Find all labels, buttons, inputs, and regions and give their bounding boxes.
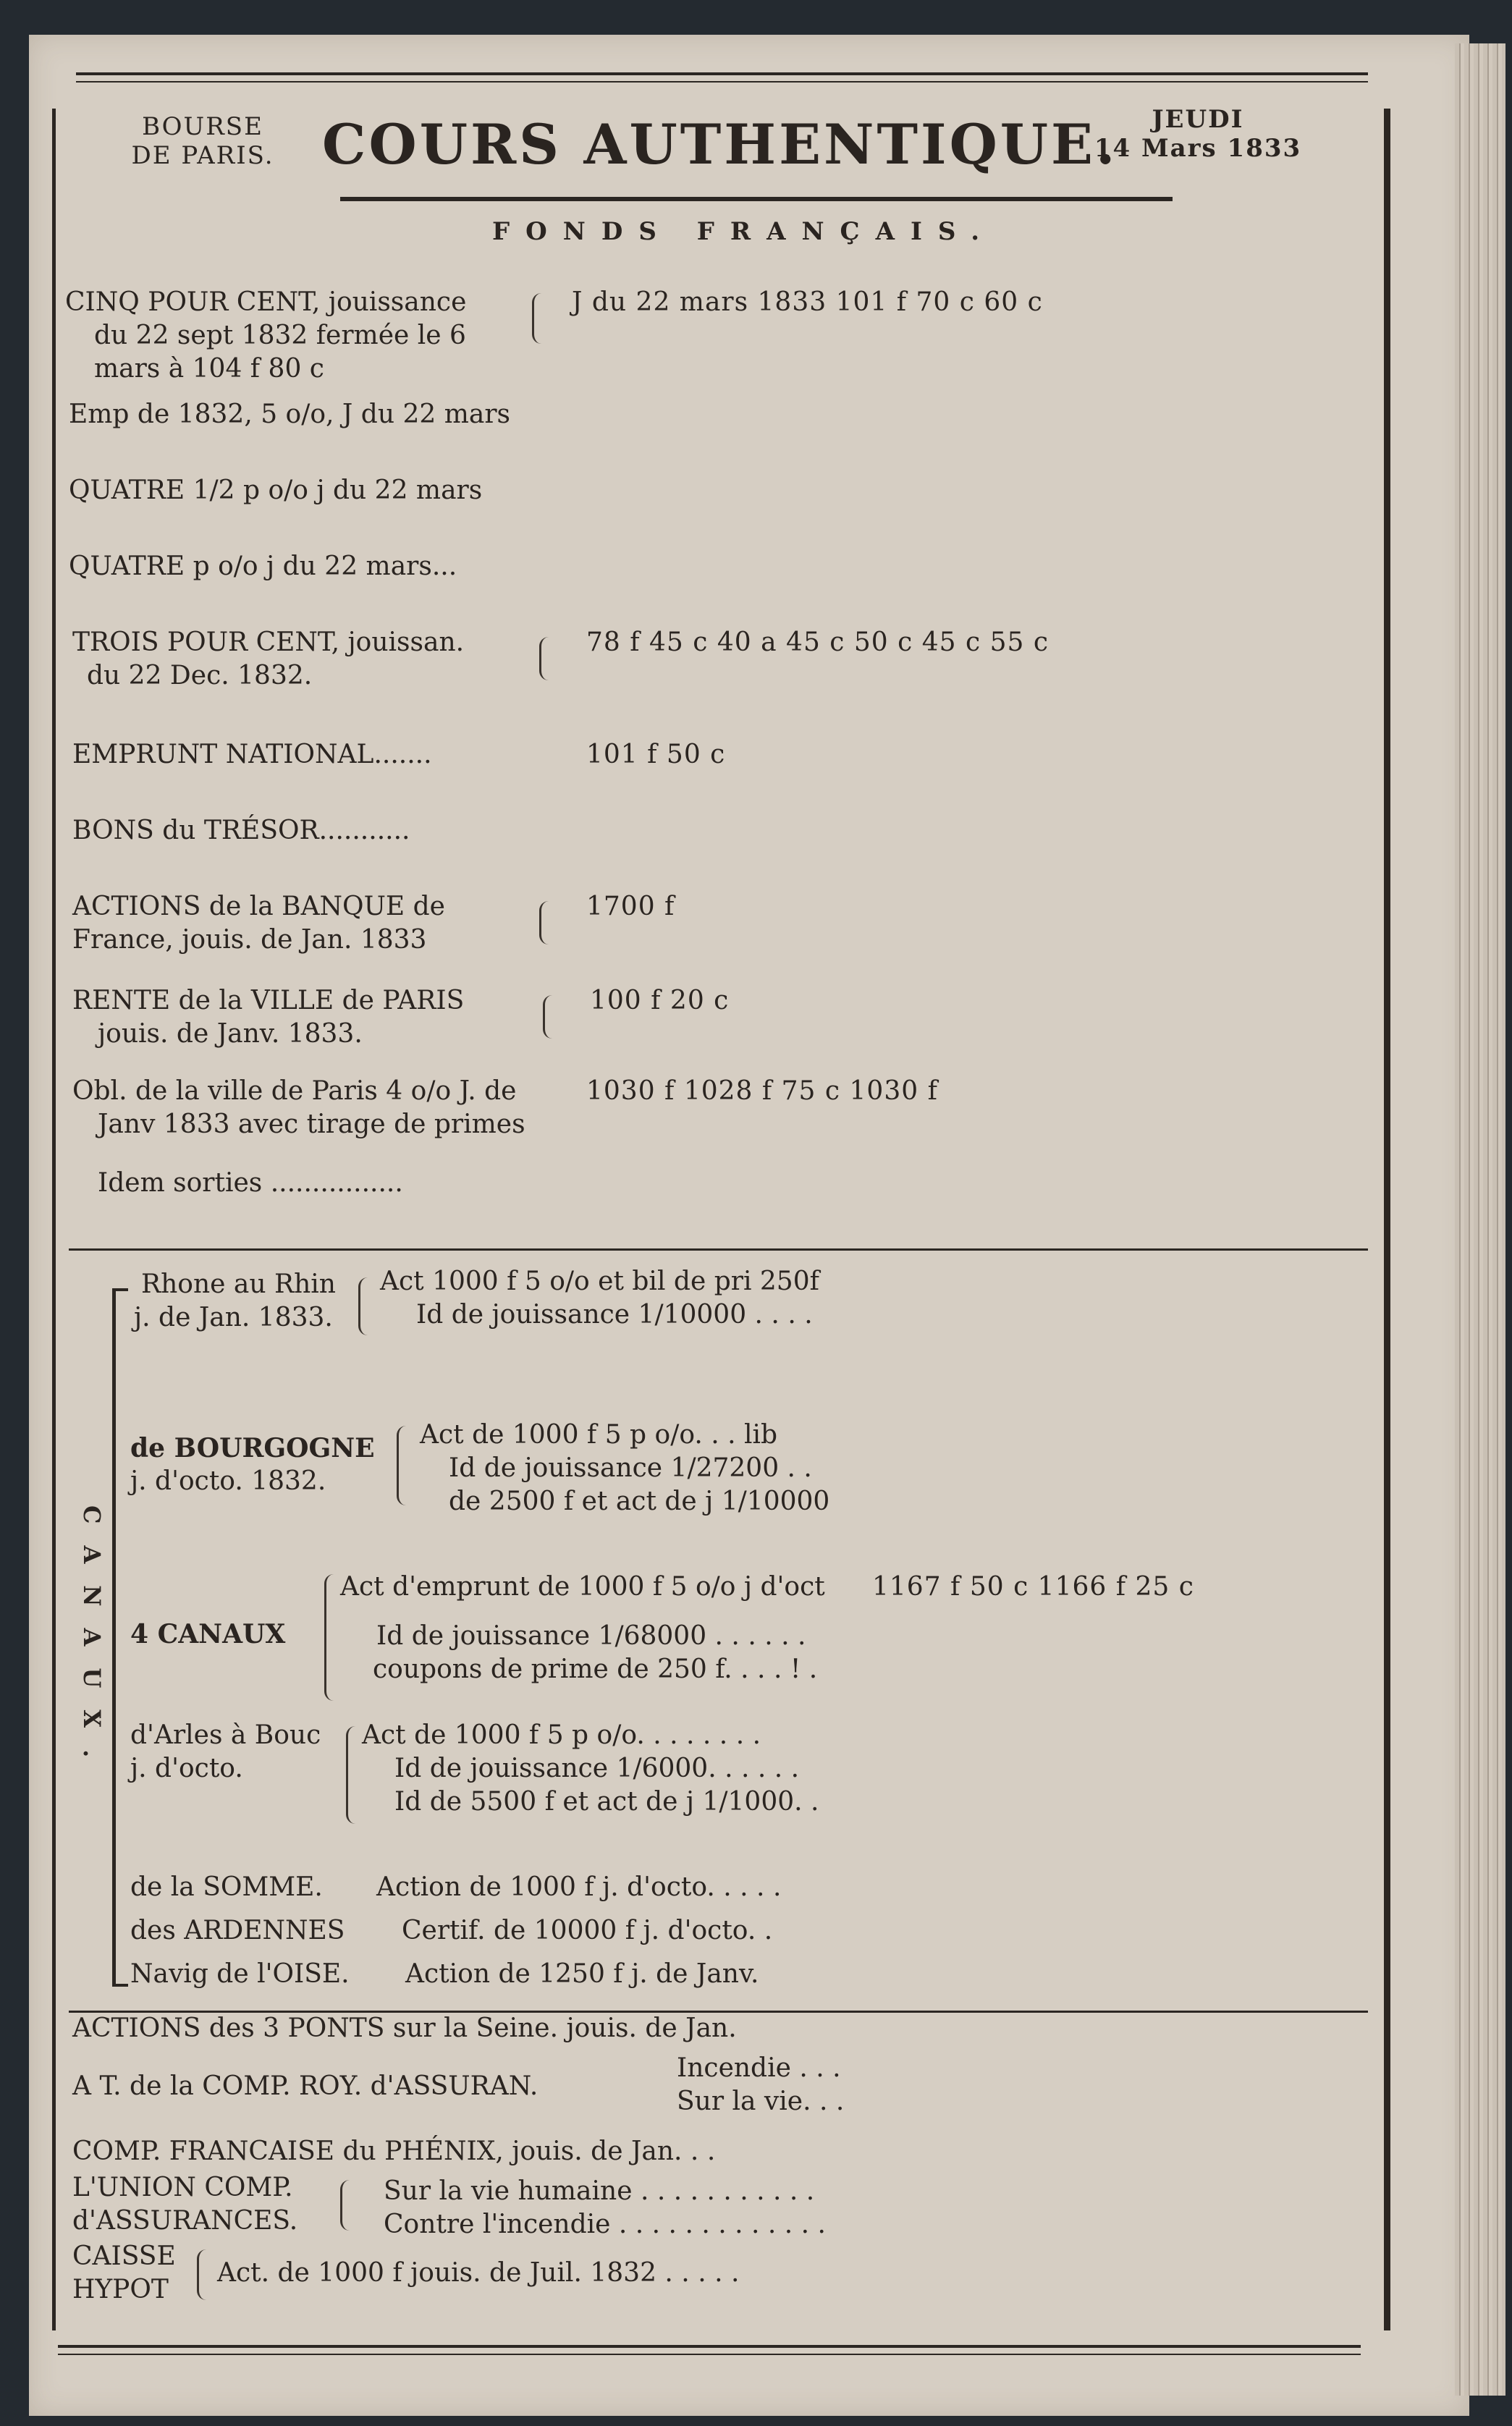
fonds-row-8: [72, 984, 464, 1051]
fonds-label: QUATRE 1/2 p o/o j du 22 mars: [69, 476, 483, 505]
canal-item: Id de 5500 f et act de j 1/1000. .: [394, 1787, 819, 1817]
fonds-value: 100 f 20 c: [590, 986, 730, 1015]
canal-item: Certif. de 10000 f j. d'octo. .: [402, 1916, 773, 1945]
bottom-line: ACTIONS des 3 PONTS sur la Seine. jouis. de Jan.: [72, 2013, 737, 2043]
fonds-label: Janv 1833 avec tirage de primes: [98, 1110, 525, 1139]
canal-item: Act de 1000 f 5 p o/o. . . lib: [420, 1420, 778, 1450]
fonds-label: CINQ POUR CENT, jouissance: [65, 287, 467, 317]
canal-item: Id de jouissance 1/10000 . . . .: [416, 1300, 813, 1330]
canaux-bracket-top: [112, 1288, 128, 1291]
bottom-line: L'UNION COMP.: [72, 2173, 293, 2202]
bottom-sub: [384, 2175, 826, 2241]
canal-name: des ARDENNES: [130, 1916, 345, 1945]
fonds-label: Obl. de la ville de Paris 4 o/o J. de: [72, 1076, 517, 1106]
fonds-label: RENTE de la VILLE de PARIS: [72, 986, 465, 1015]
fonds-label: BONS du TRÉSOR...........: [72, 816, 410, 845]
canal-name: de BOURGOGNE: [130, 1433, 375, 1463]
canal-name: j. de Jan. 1833.: [134, 1303, 333, 1332]
canal-name: j. d'octo.: [130, 1754, 243, 1783]
fonds-row-7: [72, 890, 445, 957]
fonds-label: EMPRUNT NATIONAL.......: [72, 740, 432, 769]
fonds-row-9: [72, 1075, 525, 1141]
fonds-label: QUATRE p o/o j du 22 mars...: [69, 551, 457, 581]
canal-item: de 2500 f et act de j 1/10000: [449, 1487, 830, 1516]
fonds-label: TROIS POUR CENT, jouissan.: [72, 627, 465, 657]
bottom-sub-item: Contre l'incendie . . . . . . . . . . . . .: [384, 2210, 826, 2239]
bottom-sub-item: Incendie . . .: [677, 2053, 841, 2083]
brace: [543, 995, 552, 1039]
canal-bourgogne: [130, 1432, 375, 1498]
bottom-sub-item: Sur la vie humaine . . . . . . . . . . .: [384, 2176, 815, 2206]
section-divider: [69, 1248, 1368, 1251]
bottom-line: CAISSE: [72, 2241, 176, 2271]
section-title: FONDS FRANÇAIS.: [492, 217, 996, 246]
canal-item: Id de jouissance 1/6000. . . . . .: [394, 1754, 800, 1783]
brace: [539, 901, 549, 944]
canal-name: j. d'octo. 1832.: [130, 1466, 326, 1496]
canal-item: coupons de prime de 250 f. . . . ! .: [373, 1654, 818, 1684]
bottom-sub-item: Sur la vie. . .: [677, 2087, 845, 2116]
brace: [197, 2249, 206, 2300]
brace: [397, 1426, 406, 1505]
bottom-sub-item: Act. de 1000 f jouis. de Juil. 1832 . . . . .: [217, 2258, 740, 2288]
canal-arles: [130, 1719, 321, 1785]
fonds-value: 101 f 50 c: [586, 740, 726, 769]
bottom-line: A T. de la COMP. ROY. d'ASSURAN.: [72, 2071, 539, 2101]
header-date: 14 Mars 1833: [1094, 134, 1302, 163]
bottom-union: [72, 2171, 297, 2238]
canaux-vertical-label: CANAUX.: [78, 1505, 106, 1780]
fonds-label: France, jouis. de Jan. 1833: [72, 925, 427, 955]
canaux-bracket: [112, 1288, 116, 1987]
brace: [324, 1574, 334, 1701]
bottom-line: d'ASSURANCES.: [72, 2206, 298, 2236]
page-title: COURS AUTHENTIQUE.: [322, 112, 1118, 177]
fonds-label: ACTIONS de la BANQUE de: [72, 892, 445, 921]
title-underline: [340, 197, 1173, 201]
brace: [358, 1277, 368, 1335]
canal-item: Id de jouissance 1/27200 . .: [449, 1453, 812, 1483]
brace: [532, 293, 541, 344]
canal-name: Navig de l'OISE.: [130, 1959, 350, 1989]
page-edge: [1455, 43, 1505, 2396]
canal-name: de la SOMME.: [130, 1872, 323, 1902]
header-right: [1089, 105, 1306, 163]
canal-items: [340, 1571, 825, 1686]
canal-name: 4 CANAUX: [130, 1619, 286, 1649]
canal-item: Act de 1000 f 5 p o/o. . . . . . . .: [362, 1720, 761, 1750]
bottom-sub: [677, 2052, 844, 2118]
fonds-label: mars à 104 f 80 c: [94, 354, 324, 384]
brace: [539, 637, 549, 680]
fonds-label: du 22 Dec. 1832.: [87, 661, 313, 690]
fonds-label: Emp de 1832, 5 o/o, J du 22 mars: [69, 400, 510, 429]
right-frame-rule: [1384, 109, 1390, 2330]
canal-value: 1167 f 50 c 1166 f 25 c: [872, 1572, 1194, 1602]
canal-items: [380, 1265, 819, 1332]
bottom-line: HYPOT: [72, 2275, 169, 2304]
brace: [340, 2180, 350, 2231]
fonds-row-4: [72, 626, 464, 693]
canal-item: Id de jouissance 1/68000 . . . . . .: [376, 1621, 806, 1651]
header-day: JEUDI: [1152, 105, 1244, 134]
canal-items: [420, 1419, 829, 1518]
left-frame-rule: [52, 109, 56, 2330]
canal-item: Act 1000 f 5 o/o et bil de pri 250f: [380, 1267, 819, 1296]
canal-item: Action de 1000 f j. d'octo. . . . .: [376, 1872, 782, 1902]
fonds-label: jouis. de Janv. 1833.: [98, 1019, 363, 1049]
fonds-value: 1700 f: [586, 892, 675, 921]
fonds-value: 1030 f 1028 f 75 c 1030 f: [586, 1076, 938, 1106]
canal-name: d'Arles à Bouc: [130, 1720, 321, 1750]
bottom-line: COMP. FRANCAISE du PHÉNIX, jouis. de Jan. . .: [72, 2137, 716, 2166]
bottom-rule: [58, 2345, 1361, 2355]
bottom-caisse: [72, 2240, 176, 2307]
header-left-line1: BOURSE: [142, 112, 263, 141]
canal-item: Act d'emprunt de 1000 f 5 o/o j d'oct: [340, 1572, 825, 1602]
canaux-bracket-bottom: [112, 1984, 128, 1987]
brace: [346, 1726, 355, 1824]
header-left: [119, 112, 286, 170]
top-rule: [76, 72, 1368, 83]
canal-name: Rhone au Rhin: [141, 1269, 336, 1299]
canal-rhone: [134, 1268, 336, 1335]
fonds-value: J du 22 mars 1833 101 f 70 c 60 c: [572, 287, 1043, 317]
canal-items: [362, 1719, 819, 1819]
canal-item: Action de 1250 f j. de Janv.: [405, 1959, 759, 1989]
fonds-label: du 22 sept 1832 fermée le 6: [94, 321, 466, 350]
fonds-row-0: [65, 286, 466, 386]
header-left-line2: DE PARIS.: [131, 141, 274, 170]
fonds-value: 78 f 45 c 40 a 45 c 50 c 45 c 55 c: [586, 627, 1049, 657]
fonds-label: Idem sorties ................: [98, 1168, 403, 1198]
